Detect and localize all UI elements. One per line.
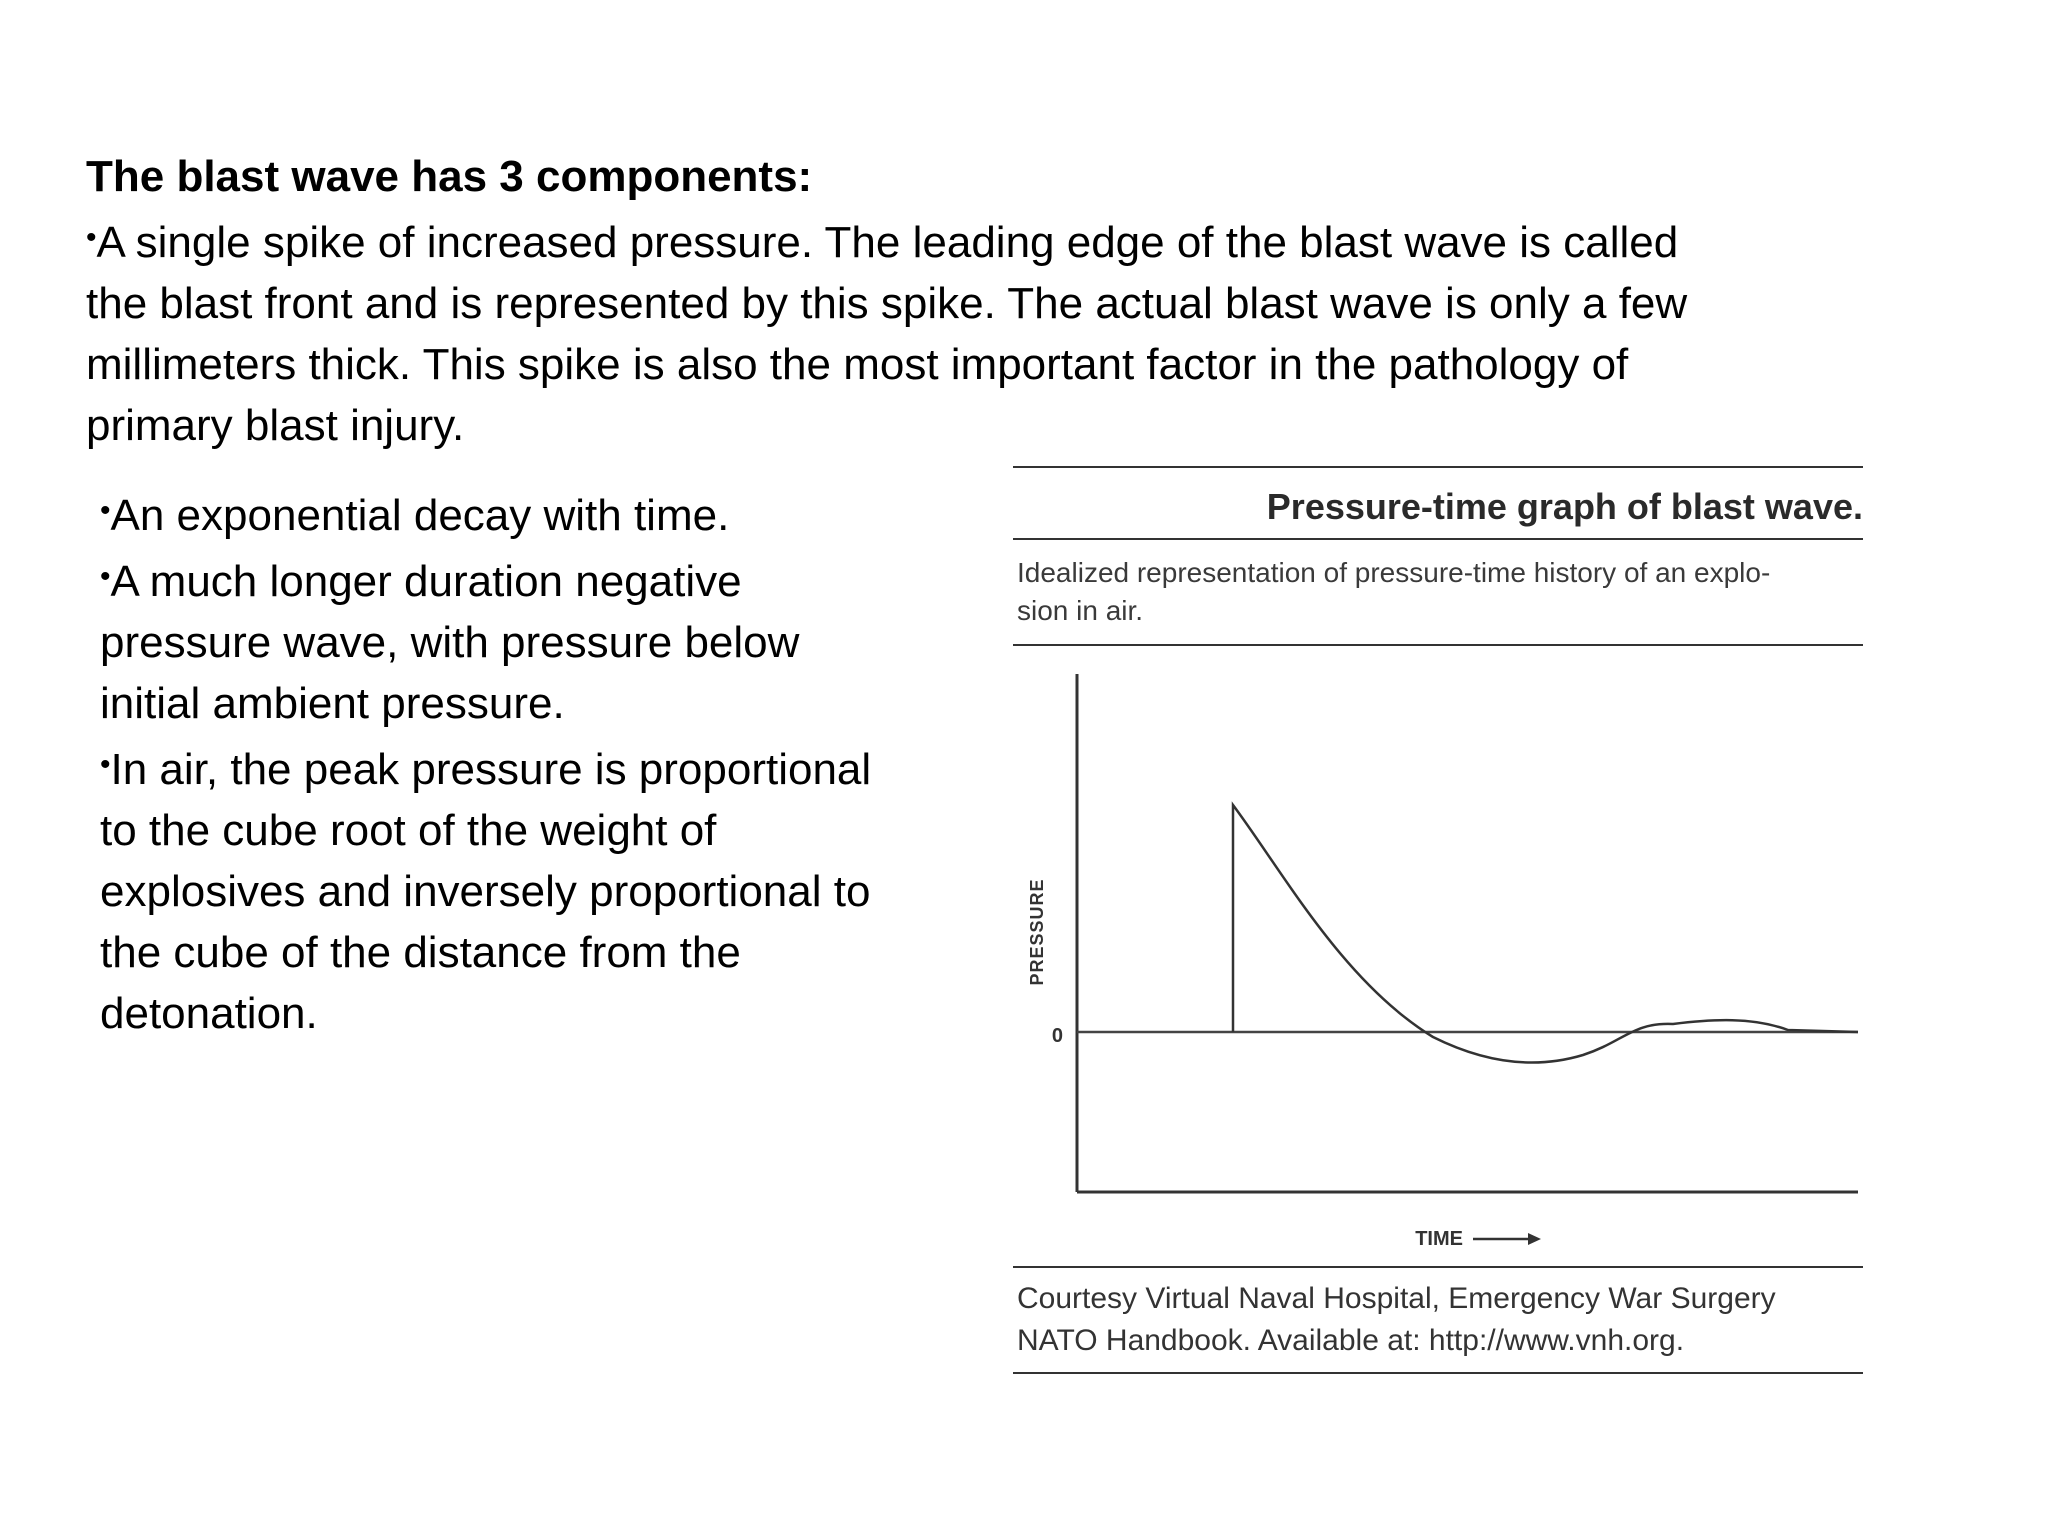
- figure-credit-line-1: Courtesy Virtual Naval Hospital, Emergency War Surgery: [1017, 1282, 1776, 1315]
- x-axis-label: TIME: [1415, 1228, 1463, 1250]
- bullet-line-7: explosives and inversely proportional to: [100, 867, 871, 916]
- pressure-time-figure: [1013, 466, 1863, 1386]
- figure-credit-line-2: NATO Handbook. Available at: http://www.vnh.org.: [1017, 1324, 1685, 1357]
- bullet-line-8: the cube of the distance from the: [100, 928, 741, 977]
- zero-label: 0: [1051, 1025, 1063, 1047]
- figure-top-rule: [1013, 466, 1863, 468]
- time-arrow-icon: [1528, 1233, 1541, 1245]
- bullet-marker: •: [86, 221, 97, 254]
- figure-description-line-1: Idealized representation of pressure-time history of an explo-: [1017, 557, 1771, 588]
- first-bullet-paragraph: [86, 207, 1866, 456]
- figure-credit-rule: [1013, 1266, 1863, 1268]
- bullet-line-1: •An exponential decay with time.: [100, 491, 730, 540]
- bullet-line-5: •In air, the peak pressure is proportional: [100, 745, 872, 794]
- bullet-marker: •: [100, 560, 111, 593]
- bullet-line-2: •A much longer duration negative: [100, 557, 742, 606]
- blast-wave-curve: [1233, 805, 1858, 1063]
- bullet-line-3: pressure wave, with pressure below: [100, 618, 800, 667]
- bullet-marker: •: [100, 494, 111, 527]
- bullet-line-9: detonation.: [100, 989, 318, 1038]
- figure-description-line-2: sion in air.: [1017, 595, 1144, 626]
- figure-title: Pressure-time graph of blast wave.: [1266, 486, 1863, 527]
- intro-line-2: the blast front and is represented by this spike. The actual blast wave is only a few: [86, 279, 1688, 328]
- slide-heading: The blast wave has 3 components:: [86, 152, 813, 201]
- y-axis-label: PRESSURE: [1027, 878, 1047, 986]
- bullet-line-6: to the cube root of the weight of: [100, 806, 717, 855]
- intro-line-1: •A single spike of increased pressure. The leading edge of the blast wave is called: [86, 218, 1679, 267]
- figure-title-rule: [1013, 538, 1863, 540]
- figure-description-rule: [1013, 644, 1863, 646]
- figure-credit: [1017, 1278, 1857, 1362]
- bullet-list: [100, 480, 960, 1044]
- intro-line-3: millimeters thick. This spike is also the most important factor in the pathology of: [86, 340, 1629, 389]
- bullet-line-4: initial ambient pressure.: [100, 679, 565, 728]
- figure-description: [1017, 554, 1857, 630]
- bullet-marker: •: [100, 748, 111, 781]
- figure-bottom-rule: [1013, 1372, 1863, 1374]
- intro-line-4: primary blast injury.: [86, 401, 465, 450]
- pressure-time-graph: [1013, 662, 1863, 1252]
